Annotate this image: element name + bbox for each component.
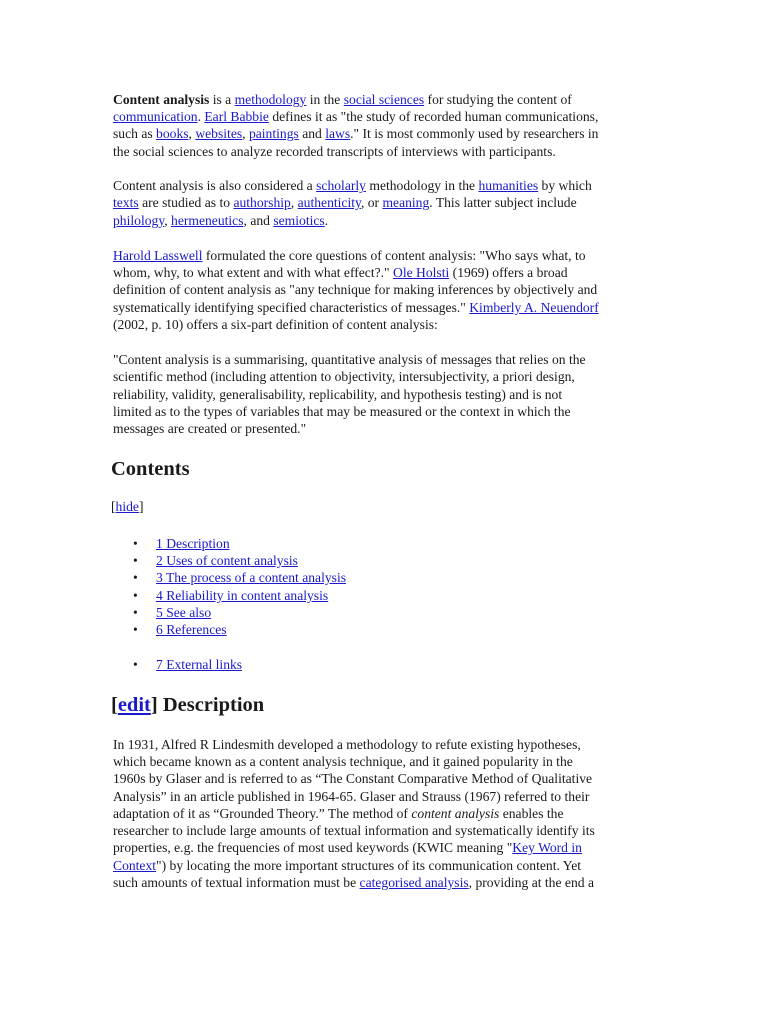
text-line: "Content analysis is a summarising, quantitative analysis of messages that relies on the — [113, 352, 586, 367]
text: ." It is most commonly used by researchers in — [350, 126, 599, 141]
text-line — [113, 91, 572, 108]
link-texts[interactable]: texts — [113, 195, 139, 210]
link-authorship[interactable]: authorship — [233, 195, 291, 210]
text-line — [113, 839, 582, 856]
text: is a — [209, 92, 235, 107]
bullet-icon: • — [133, 570, 138, 585]
link-social-sciences[interactable]: social sciences — [343, 92, 425, 107]
bullet-icon: • — [133, 605, 138, 620]
bullet-icon: • — [133, 588, 138, 603]
bracket: [ — [111, 499, 116, 514]
text: , — [188, 126, 196, 141]
text: formulated the core questions of content analysis: "Who says what, to — [202, 248, 586, 263]
toc-link-references[interactable]: 6 References — [156, 622, 227, 637]
bullet-icon: • — [133, 657, 138, 672]
toc-link-reliability[interactable]: 4 Reliability in content analysis — [156, 588, 329, 603]
text: by which — [538, 178, 592, 193]
text: and — [298, 126, 326, 141]
text-line — [113, 108, 598, 125]
link-meaning[interactable]: meaning — [382, 195, 430, 210]
text-line: (2002, p. 10) offers a six-part definition of content analysis: — [113, 317, 438, 332]
text-line: In 1931, Alfred R Lindesmith developed a methodology to refute existing hypotheses, — [113, 737, 581, 752]
text: for studying the content of — [424, 92, 572, 107]
link-hermeneutics[interactable]: hermeneutics — [171, 213, 244, 228]
text-line: which became known as a content analysis technique, and it gained popularity in the — [113, 754, 573, 769]
text: . — [324, 213, 329, 228]
text-line — [113, 805, 564, 822]
edit-link[interactable]: edit — [117, 694, 151, 716]
text-line — [113, 194, 577, 211]
text-line — [113, 125, 598, 142]
text: are studied as to — [138, 195, 234, 210]
text: , — [290, 195, 298, 210]
text-line: researcher to include large amounts of textual information and systematically identify its — [113, 823, 595, 838]
text: , providing at the end a — [468, 875, 594, 890]
bracket: ] — [138, 499, 144, 514]
toc-link-process[interactable]: 3 The process of a content analysis — [156, 570, 347, 585]
text-line: the social sciences to analyze recorded transcripts of interviews with participants. — [113, 144, 556, 159]
hide-link[interactable]: hide — [115, 499, 139, 514]
text: Content analysis is also considered a — [113, 178, 317, 193]
text-line — [113, 247, 586, 264]
link-laws[interactable]: laws — [325, 126, 351, 141]
text: defines it as "the study of recorded human communications, — [268, 109, 599, 124]
description-heading — [111, 693, 264, 717]
bracket: [ — [111, 694, 118, 716]
text-line: reliability, validity, generalisability, replicability, and hypothesis testing) and is not — [113, 387, 563, 402]
link-earl-babbie[interactable]: Earl Babbie — [204, 109, 269, 124]
text: adaptation of it as “Grounded Theory.” The method of — [113, 806, 412, 821]
text: systematically identifying specified characteristics of messages." — [113, 300, 470, 315]
link-kimberly-neuendorf[interactable]: Kimberly A. Neuendorf — [469, 300, 599, 315]
text: (1969) offers a broad — [449, 265, 568, 280]
toc-link-description[interactable]: 1 Description — [156, 536, 230, 551]
bullet-icon: • — [133, 622, 138, 637]
text: methodology in the — [365, 178, 479, 193]
text: , and — [243, 213, 274, 228]
link-humanities[interactable]: humanities — [478, 178, 539, 193]
text: in the — [306, 92, 344, 107]
link-philology[interactable]: philology — [113, 213, 165, 228]
text: such amounts of textual information must be — [113, 875, 360, 890]
bullet-icon: • — [133, 553, 138, 568]
text-line: Analysis” in an article published in 1964-65. Glaser and Strauss (1967) referred to their — [113, 789, 590, 804]
link-authenticity[interactable]: authenticity — [297, 195, 361, 210]
text: enables the — [499, 806, 564, 821]
text: ") by locating the more important structures of its communication content. Yet — [156, 858, 582, 873]
link-scholarly[interactable]: scholarly — [316, 178, 366, 193]
text-line — [113, 177, 592, 194]
text-line — [113, 874, 594, 891]
link-semiotics[interactable]: semiotics — [273, 213, 325, 228]
text-line: messages are created or presented." — [113, 421, 307, 436]
text-line: limited as to the types of variables that may be measured or the context in which the — [113, 404, 571, 419]
link-paintings[interactable]: paintings — [248, 126, 299, 141]
text-line — [113, 299, 599, 316]
toc-link-external-links[interactable]: 7 External links — [156, 657, 243, 672]
text: properties, e.g. the frequencies of most used keywords (KWIC meaning " — [113, 840, 513, 855]
text: , or — [360, 195, 383, 210]
term-bold: Content analysis — [113, 92, 210, 107]
contents-heading: Contents — [111, 458, 190, 480]
link-books[interactable]: books — [156, 126, 189, 141]
link-ole-holsti[interactable]: Ole Holsti — [393, 265, 450, 280]
bracket: ] — [150, 694, 158, 716]
toc-toggle — [111, 499, 143, 515]
text: , — [242, 126, 249, 141]
toc-link-see-also[interactable]: 5 See also — [156, 605, 212, 620]
text-line: definition of content analysis as "any technique for making inferences by objectively and — [113, 282, 598, 297]
link-context[interactable]: Context — [113, 858, 157, 873]
text-line — [113, 857, 581, 874]
toc-link-uses[interactable]: 2 Uses of content analysis — [156, 553, 298, 568]
link-websites[interactable]: websites — [195, 126, 243, 141]
text: . This latter subject include — [429, 195, 577, 210]
section-title: Description — [157, 694, 265, 716]
text-line — [113, 264, 568, 281]
text: whom, why, to what extent and with what effect?." — [113, 265, 393, 280]
link-harold-lasswell[interactable]: Harold Lasswell — [113, 248, 203, 263]
emphasis: content analysis — [411, 806, 500, 821]
link-communication[interactable]: communication — [113, 109, 198, 124]
bullet-icon: • — [133, 536, 138, 551]
link-key-word-in-context[interactable]: Key Word in — [512, 840, 582, 855]
text: such as — [113, 126, 157, 141]
text-line: scientific method (including attention to objectivity, intersubjectivity, a priori design, — [113, 369, 575, 384]
text-line: 1960s by Glaser and is referred to as “The Constant Comparative Method of Qualitative — [113, 771, 593, 786]
link-methodology[interactable]: methodology — [234, 92, 307, 107]
link-categorised-analysis[interactable]: categorised analysis — [359, 875, 469, 890]
text-line — [113, 212, 328, 229]
text: . — [197, 109, 205, 124]
text: , — [164, 213, 172, 228]
